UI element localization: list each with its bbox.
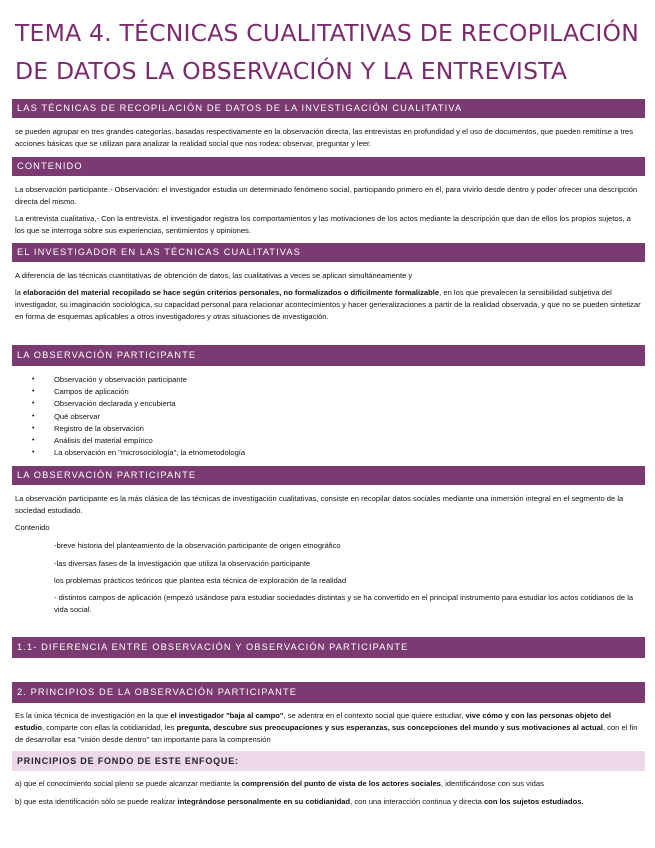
paragraph-diferencia: A diferencia de las técnicas cuantitativas de obtención de datos, las cualitativas a veces se aplican simultáneamente y: [15, 271, 413, 280]
bullet-icon: •: [32, 449, 35, 457]
section-heading-principios: 2. PRINCIPIOS DE LA OBSERVACIÓN PARTICIPANTE: [12, 682, 645, 703]
list-item: • La observación en "microsociología"; la etnometodología: [15, 447, 415, 459]
list-item: • Qué observar: [15, 411, 415, 423]
bullet-icon: •: [32, 400, 35, 408]
principle-b: b) que esta identificación sólo se puede realizar integrándose personalmente en su cotidianidad, con una interacción continua y directa con los sujetos estudiados.: [15, 797, 584, 806]
paragraph-entrevista: La entrevista cualitativa,- Con la entrevista. el investigador registra los comportamientos y las motivaciones de los actos mediante la descripción que dan de ellos los propios sujetos, a los que se interroga sobre sus experiencias, sentimientos y opiniones.: [15, 214, 631, 235]
bullet-icon: •: [32, 424, 35, 432]
paragraph-principios: Es la única técnica de investigación en la que el investigador "baja al campo", se adentra en el contexto social que quiere estudiar, vive cómo y con las personas objeto del estudio, comparte con ellas la cotidianidad, les pregunta, descubre sus preocupaciones y sus esperanzas, sus concepciones del mundo y sus motivaciones al actual, con el fin de desarrollar esa "visión desde dentro" tan importante para la comprensión: [15, 711, 638, 744]
bullet-icon: •: [32, 436, 35, 444]
section-heading-contenido: CONTENIDO: [12, 157, 645, 176]
paragraph-categorias: se pueden agrupar en tres grandes categorías, basadas respectivamente en la observación directa, las entrevistas en profundidad y el uso de documentos, que pueden remitirse a tres acciones básicas que se utilizan para analizar la realidad social que nos rodea: observar, preguntar y leer.: [15, 127, 633, 148]
paragraph-elaboracion: la elaboración del material recopilado se hace según criterios personales, no formalizados o difícilmente formalizable, en los que prevalecen la sensibilidad subjetiva del investigador, su imaginación sociológica, su capacidad personal para relacionar acontecimientos y hacer generalizaciones a partir de la realidad observada, y que no se pueden sintetizar en forma de esquemas aplicables a otros investigadores y otras situaciones de investigación.: [15, 288, 641, 321]
list-item: • Observación declarada y encubierta: [15, 398, 415, 410]
section-heading-investigador: EL INVESTIGADOR EN LAS TÉCNICAS CUALITATIVAS: [12, 243, 645, 262]
content-item: los problemas prácticos teóricos que plantea esta técnica de exploración de la realidad: [54, 576, 347, 585]
section-heading-observacion-participante-2: LA OBSERVACIÓN PARTICIPANTE: [12, 466, 645, 485]
bold-pregunta: pregunta, descubre sus preocupaciones y sus esperanzas, sus concepciones del mundo y sus motivaciones al actual: [176, 723, 603, 732]
content-item: -breve historia del planteamiento de la observación participante de origen etnográfico: [54, 541, 341, 550]
section-heading-observacion-participante: LA OBSERVACIÓN PARTICIPANTE: [12, 345, 645, 366]
list-item: • Análisis del material empírico: [15, 435, 415, 447]
content-item: -las diversas fases de la investigación que utiliza la observación participante: [54, 559, 311, 568]
bullet-icon: •: [32, 388, 35, 396]
section-heading-diferencia: 1.1- DIFERENCIA ENTRE OBSERVACIÓN Y OBSERVACIÓN PARTICIPANTE: [12, 637, 645, 658]
page-title: [15, 14, 645, 90]
title-line-2: DE DATOS LA OBSERVACIÓN Y LA ENTREVISTA: [15, 57, 568, 85]
bold-vive-con: vive cómo y con las personas objeto del estudio: [15, 711, 612, 732]
subheading-principios-fondo: PRINCIPIOS DE FONDO DE ESTE ENFOQUE:: [12, 751, 645, 771]
content-item: - distintos campos de aplicación (empezó usándose para estudiar sociedades distintas y se ha convertido en el principal instrumento para estudiar los actos cotidianos de la vida social.: [54, 593, 634, 614]
paragraph-clasica: La observación participante es la más clásica de las técnicas de investigación cualitativas, consiste en recopilar datos sociales mediante una inmersión integral en el segmento de la sociedad estudiado.: [15, 494, 624, 515]
principle-a: a) que el conocimiento social pleno se puede alcanzar mediante la comprensión del punto de vista de los actores sociales, identificándose con sus vidas: [15, 779, 544, 788]
list-item: • Observación y observación participante: [15, 374, 415, 386]
topic-list: [15, 374, 415, 459]
bold-elaboracion: elaboración del material recopilado se hace según criterios personales, no formalizados o difícilmente formalizable: [23, 288, 440, 297]
bullet-icon: •: [32, 412, 35, 420]
paragraph-observacion: La observación participante.- Observación: el investigador estudia un determinado fenómeno social, participando primero en él, para vivirlo desde dentro y poder ofrecer una descripción directa del mismo.: [15, 185, 638, 206]
bold-baja-al-campo: el investigador "baja al campo": [170, 711, 284, 720]
bold-comprension: comprensión del punto de vista de los actores sociales: [241, 779, 441, 788]
list-item: • Campos de aplicación: [15, 386, 415, 398]
bold-integrandose: integrándose personalmente en su cotidianidad: [177, 797, 351, 806]
contenido-label: Contenido: [15, 523, 50, 532]
bold-sujetos: con los sujetos estudiados.: [483, 797, 584, 806]
title-line-1: TEMA 4. TÉCNICAS CUALITATIVAS DE RECOPILACIÓN: [15, 19, 640, 47]
list-item: • Registro de la observación: [15, 423, 415, 435]
section-heading-tecnicas: LAS TÉCNICAS DE RECOPILACIÓN DE DATOS DE LA INVESTIGACIÓN CUALITATIVA: [12, 99, 645, 118]
bullet-icon: •: [32, 376, 35, 383]
